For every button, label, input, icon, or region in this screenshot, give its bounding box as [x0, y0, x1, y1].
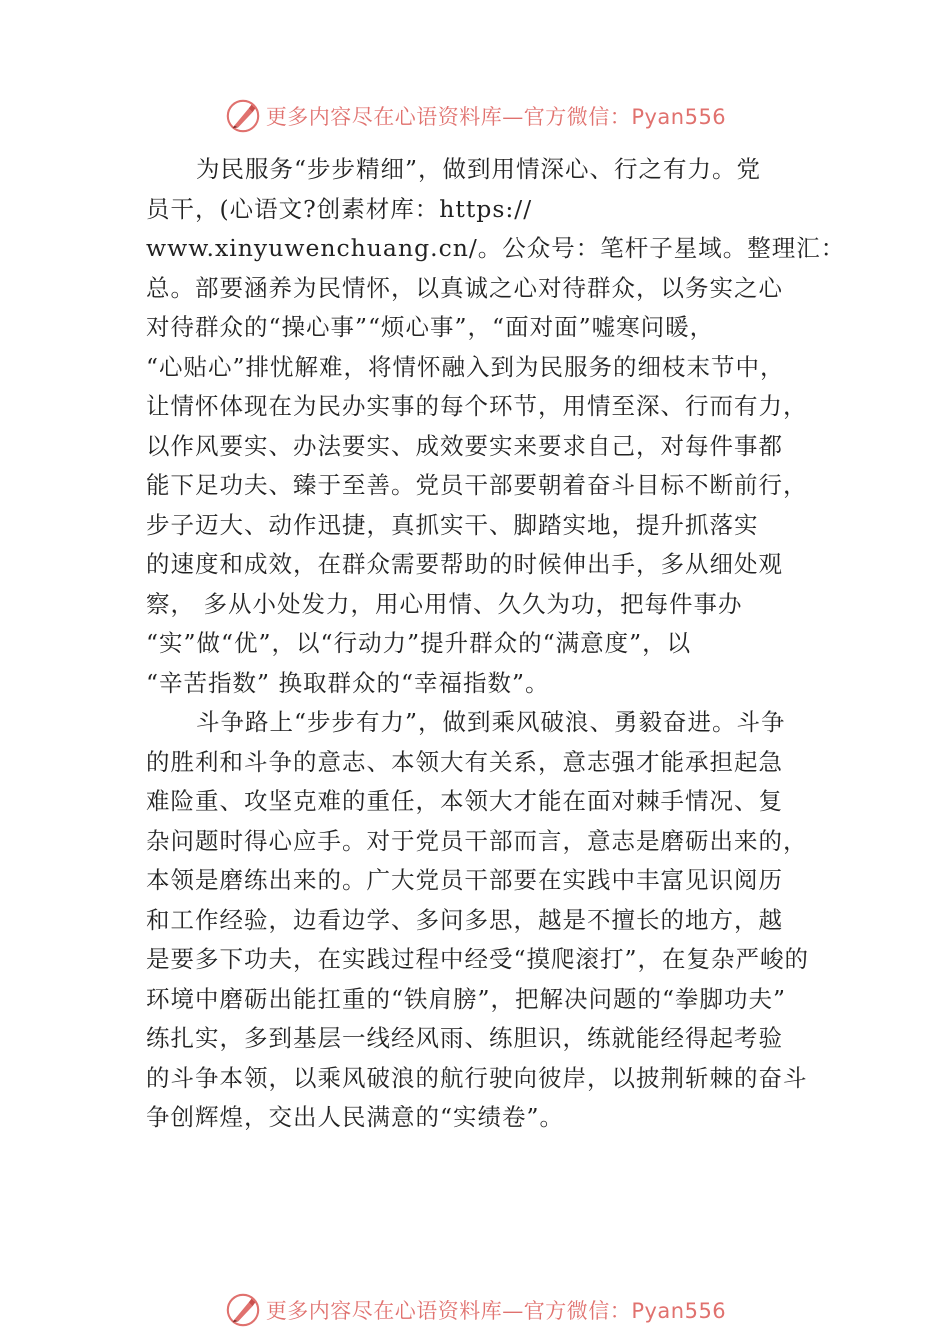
pen-heart-logo-icon	[224, 1291, 262, 1329]
watermark-text	[266, 101, 726, 131]
body-line: 以作风要实、办法要实、成效要实来要求自己，对每件事都	[146, 431, 783, 460]
body-line: 的胜利和斗争的意志、本领大有关系，意志强才能承担起急	[146, 747, 783, 776]
article-body	[146, 150, 846, 1138]
body-line: www.xinyuwenchuang.cn/。公众号：笔杆子星域。整理汇：	[146, 234, 846, 262]
pen-heart-logo-icon	[224, 97, 262, 135]
body-line: 员干，(心语文?创素材库：https://	[146, 194, 533, 223]
watermark-prefix: 更多内容尽在心语资料库—官方微信：	[265, 1299, 632, 1323]
body-line: 斗争路上“步步有力”，做到乘风破浪、勇毅奋进。斗争	[196, 708, 786, 736]
watermark-banner-top	[0, 96, 950, 136]
body-line: 的速度和成效，在群众需要帮助的时候伸出手，多从细处观	[146, 550, 783, 578]
body-line: “辛苦指数” 换取群众的“幸福指数”。	[146, 668, 550, 697]
body-line: 和工作经验，边看边学、多问多思，越是不擅长的地方，越	[146, 905, 783, 934]
body-line: 步子迈大、动作迅捷，真抓实干、脚踏实地，提升抓落实	[146, 510, 759, 539]
watermark-prefix: 更多内容尽在心语资料库—官方微信：	[265, 105, 632, 129]
body-line: 总。部要涵养为民情怀，以真诚之心对待群众，以务实之心	[146, 273, 783, 302]
body-line: 能下足功夫、臻于至善。党员干部要朝着奋斗目标不断前行，	[146, 471, 808, 499]
body-line: “实”做“优”，以“行动力”提升群众的“满意度”，以	[146, 629, 692, 657]
body-line: 环境中磨砺出能扛重的“铁肩膀”，把解决问题的“拳脚功夫”	[146, 984, 787, 1013]
body-line: 难险重、攻坚克难的重任，本领大才能在面对棘手情况、复	[146, 787, 783, 815]
body-line: 争创辉煌，交出人民满意的“实绩卷”。	[146, 1103, 565, 1131]
watermark-text	[266, 1295, 726, 1325]
body-line: 是要多下功夫，在实践过程中经受“摸爬滚打”，在复杂严峻的	[146, 945, 810, 973]
body-line: 练扎实，多到基层一线经风雨、练胆识，练就能经得起考验	[146, 1024, 783, 1052]
watermark-account: Pyan556	[631, 105, 727, 129]
body-line: 本领是磨练出来的。广大党员干部要在实践中丰富见识阅历	[146, 866, 783, 894]
body-line: 的斗争本领，以乘风破浪的航行驶向彼岸，以披荆斩棘的奋斗	[146, 1063, 808, 1092]
body-line: 杂问题时得心应手。对于党员干部而言，意志是磨砺出来的，	[146, 826, 808, 855]
watermark-account: Pyan556	[631, 1299, 727, 1323]
body-line: 察， 多从小处发力，用心用情、久久为功，把每件事办	[146, 589, 743, 618]
body-line: “心贴心”排忧解难，将情怀融入到为民服务的细枝末节中，	[146, 352, 785, 381]
body-line: 为民服务“步步精细”，做到用情深心、行之有力。党	[196, 155, 762, 183]
body-line: 对待群众的“操心事”“烦心事”，“面对面”嘘寒问暖，	[146, 313, 715, 341]
body-line: 让情怀体现在为民办实事的每个环节，用情至深、行而有力，	[146, 392, 808, 420]
watermark-banner-bottom	[0, 1290, 950, 1330]
